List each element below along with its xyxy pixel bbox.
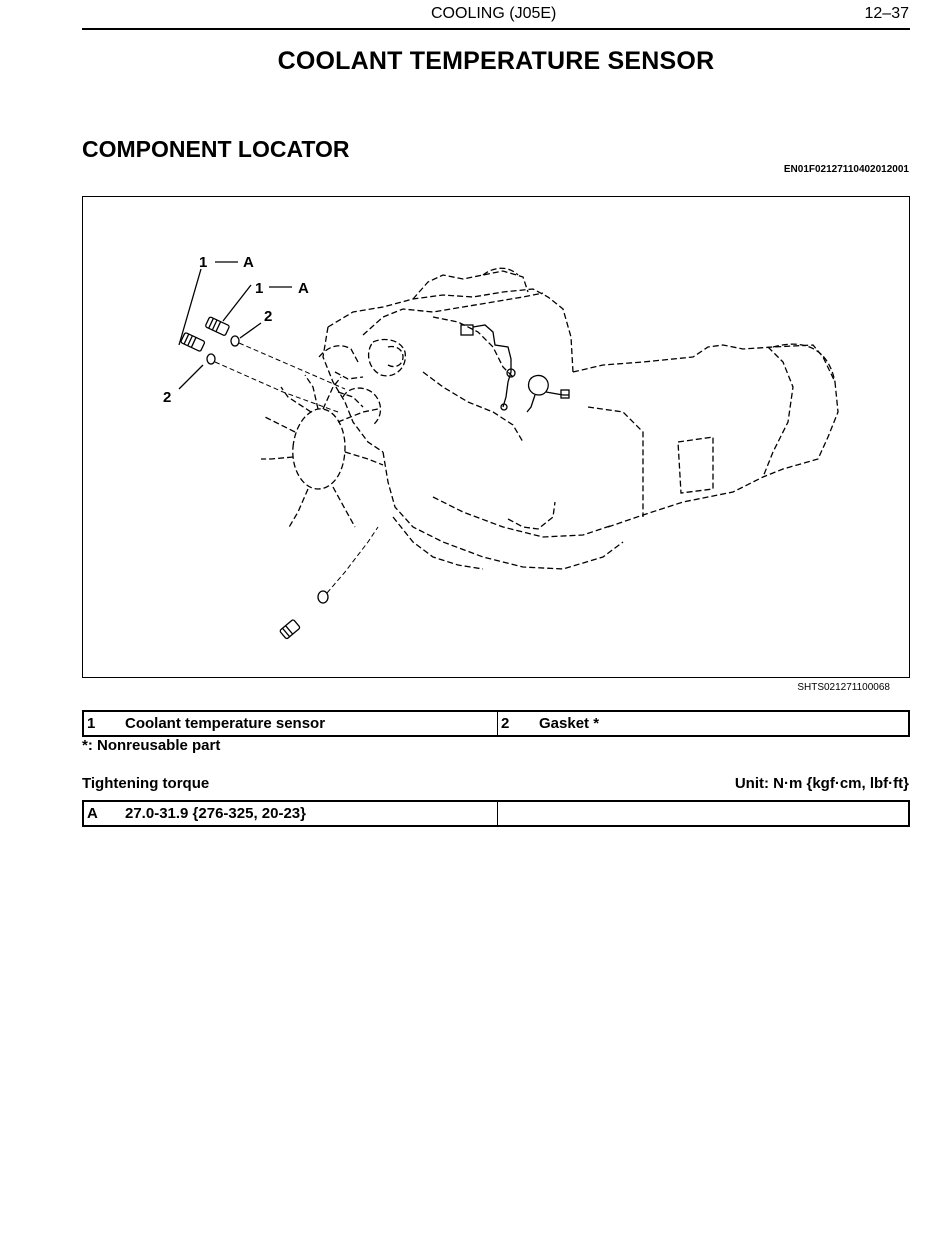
figure-code: SHTS021271100068	[797, 682, 890, 693]
callout-sensor-lower-number: 1	[255, 280, 264, 297]
legend-label-sensor: Coolant temperature sensor	[125, 711, 498, 736]
component-legend-table	[82, 710, 910, 737]
header-section-title: COOLING (J05E)	[431, 5, 557, 22]
legend-number-2: 2	[498, 711, 540, 736]
callout-sensor-upper-number: 1	[199, 254, 208, 271]
callout-torque-lower-letter: A	[298, 280, 309, 297]
table-row	[83, 711, 909, 736]
page-title: COOLANT TEMPERATURE SENSOR	[277, 47, 715, 75]
callout-gasket-right: 2	[264, 308, 273, 325]
torque-empty-cell	[498, 801, 910, 826]
figure-box	[82, 196, 910, 678]
nonreusable-footnote: *: Nonreusable part	[82, 737, 221, 754]
legend-number-1: 1	[83, 711, 125, 736]
torque-key: A	[83, 801, 125, 826]
section-heading: COMPONENT LOCATOR	[82, 136, 350, 162]
torque-value: 27.0-31.9 {276-325, 20-23}	[125, 801, 498, 826]
callout-gasket-left: 2	[163, 389, 172, 406]
legend-label-gasket: Gasket *	[539, 711, 909, 736]
torque-label: Tightening torque	[82, 775, 210, 792]
torque-table	[82, 800, 910, 827]
document-code: EN01F02127110402012001	[783, 164, 909, 175]
engine-illustration	[83, 197, 909, 677]
torque-unit: Unit: N·m {kgf·cm, lbf·ft}	[734, 775, 909, 792]
header-rule	[82, 28, 910, 30]
table-row	[83, 801, 909, 826]
header-page-number: 12–37	[864, 5, 909, 22]
callout-torque-upper-letter: A	[243, 254, 254, 271]
